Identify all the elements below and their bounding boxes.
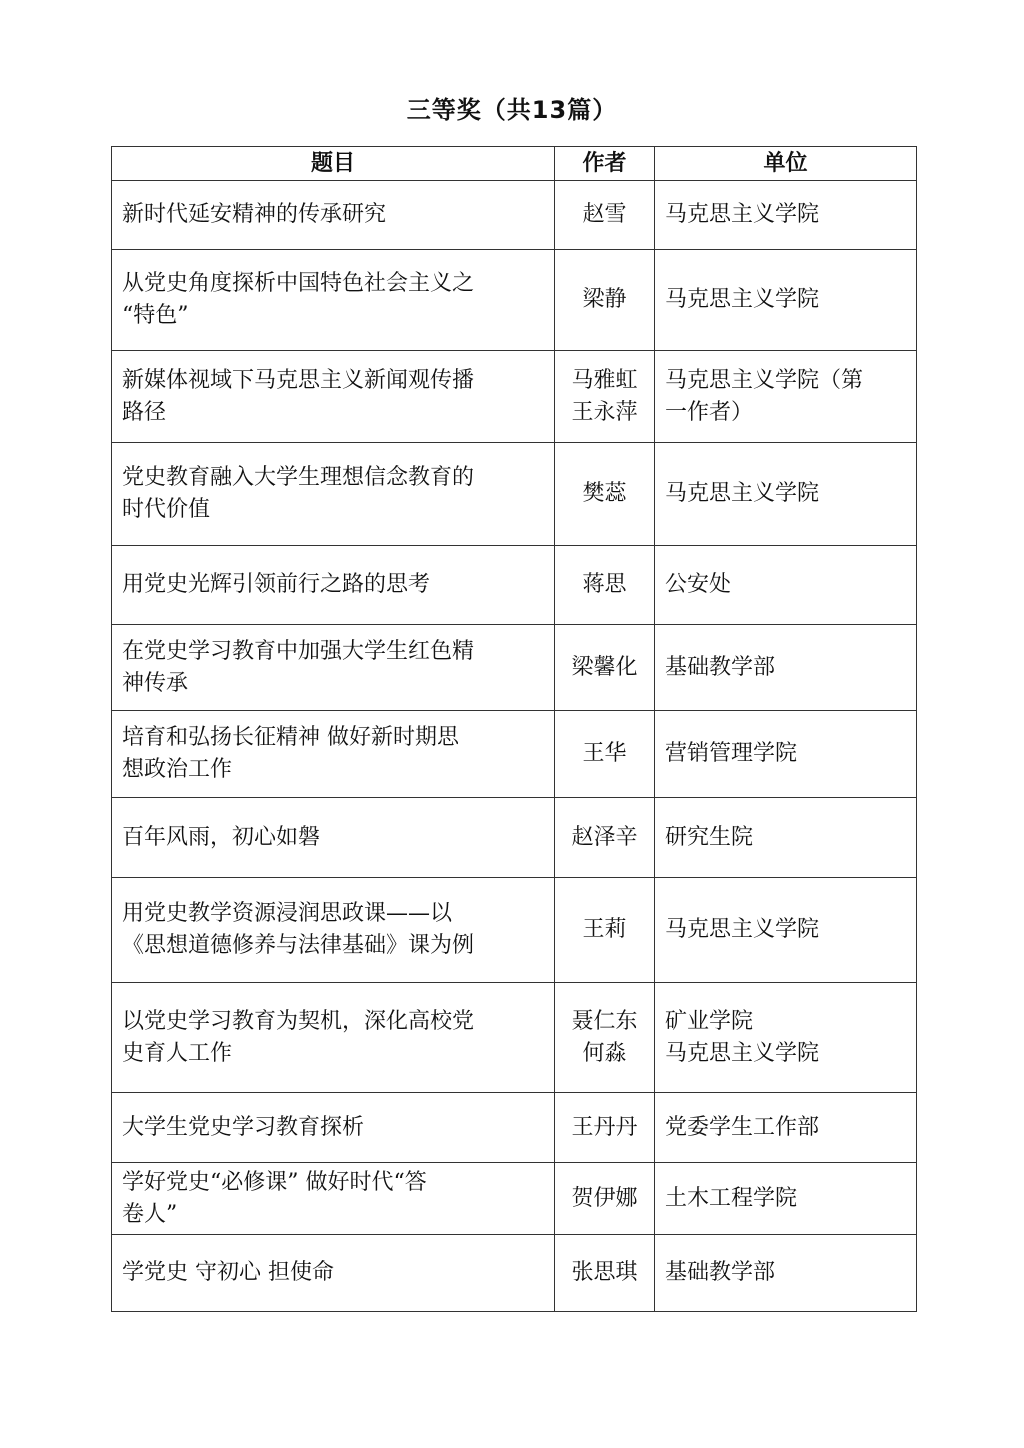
author-cell xyxy=(555,983,655,1093)
author-cell-line: 梁静 xyxy=(582,287,627,312)
author-cell-line: 贺伊娜 xyxy=(571,1185,638,1211)
unit-cell-line: 公安处 xyxy=(665,572,732,597)
title-cell xyxy=(112,1093,555,1163)
table-row xyxy=(112,625,917,711)
author-cell-line: 王莉 xyxy=(582,917,627,942)
unit-cell xyxy=(655,625,917,711)
unit-cell xyxy=(655,443,917,546)
unit-cell xyxy=(655,878,917,983)
unit-cell-line: 基础教学部 xyxy=(665,1260,776,1285)
unit-cell xyxy=(655,798,917,878)
header-author: 作者 xyxy=(555,147,655,181)
title-cell xyxy=(112,546,555,625)
title-cell xyxy=(112,1163,555,1235)
title-cell-line: 新时代延安精神的传承研究 xyxy=(122,202,387,227)
title-cell xyxy=(112,443,555,546)
author-cell-line: 赵泽辛 xyxy=(571,824,638,850)
author-cell-line: 马雅虹 xyxy=(571,367,638,393)
author-cell xyxy=(555,798,655,878)
title-cell xyxy=(112,1235,555,1312)
title-cell-line: 用党史教学资源浸润思政课——以 xyxy=(122,901,453,926)
title-cell xyxy=(112,983,555,1093)
title-cell-line: 卷人” xyxy=(122,1201,178,1227)
unit-cell-line: 基础教学部 xyxy=(665,654,776,680)
table-row xyxy=(112,798,917,878)
table-row xyxy=(112,878,917,983)
title-cell-line: 时代价值 xyxy=(122,497,211,522)
table-row xyxy=(112,1163,917,1235)
title-cell-line: 学好党史“必修课” 做好时代“答 xyxy=(122,1169,427,1195)
author-cell-line: 王华 xyxy=(582,741,627,766)
title-cell-line: 百年风雨，初心如磐 xyxy=(122,824,321,850)
title-cell-line: 从党史角度探析中国特色社会主义之 xyxy=(122,271,475,296)
unit-cell-line: 研究生院 xyxy=(665,824,754,850)
title-cell-line: 神传承 xyxy=(122,670,189,696)
unit-cell-line: 党委学生工作部 xyxy=(665,1114,820,1140)
unit-cell xyxy=(655,983,917,1093)
author-cell xyxy=(555,1235,655,1312)
author-cell xyxy=(555,351,655,443)
unit-cell xyxy=(655,181,917,250)
author-cell-line: 王永萍 xyxy=(571,399,638,425)
title-cell-line: 大学生党史学习教育探析 xyxy=(122,1114,365,1140)
title-cell-line: 史育人工作 xyxy=(122,1040,233,1066)
title-cell-line: 培育和弘扬长征精神 做好新时期思 xyxy=(122,725,459,750)
unit-cell xyxy=(655,1163,917,1235)
header-title: 题目 xyxy=(112,147,555,181)
title-cell xyxy=(112,181,555,250)
unit-cell-line: 马克思主义学院 xyxy=(665,481,820,506)
table-row xyxy=(112,443,917,546)
unit-cell-line: 马克思主义学院 xyxy=(665,287,820,312)
author-cell xyxy=(555,443,655,546)
unit-cell-line: 马克思主义学院 xyxy=(665,1040,820,1066)
unit-cell xyxy=(655,250,917,351)
author-cell-line: 王丹丹 xyxy=(571,1114,638,1140)
title-cell-line: 党史教育融入大学生理想信念教育的 xyxy=(122,465,475,490)
unit-cell-line: 营销管理学院 xyxy=(665,741,798,766)
unit-cell xyxy=(655,546,917,625)
table-row xyxy=(112,983,917,1093)
table-row xyxy=(112,250,917,351)
title-cell-line: 新媒体视域下马克思主义新闻观传播 xyxy=(122,367,475,393)
table-row xyxy=(112,711,917,798)
unit-cell xyxy=(655,351,917,443)
unit-cell xyxy=(655,1093,917,1163)
author-cell xyxy=(555,878,655,983)
title-cell-line: 用党史光辉引领前行之路的思考 xyxy=(122,572,431,597)
author-cell-line: 赵雪 xyxy=(582,202,627,227)
title-cell xyxy=(112,878,555,983)
award-table xyxy=(111,146,917,1312)
title-cell xyxy=(112,625,555,711)
unit-cell-line: 马克思主义学院（第 xyxy=(665,367,864,393)
author-cell-line: 蒋思 xyxy=(582,572,627,597)
header-unit: 单位 xyxy=(655,147,917,181)
title-cell xyxy=(112,250,555,351)
title-cell-line: 《思想道德修养与法律基础》课为例 xyxy=(122,933,475,958)
unit-cell xyxy=(655,1235,917,1312)
title-cell xyxy=(112,798,555,878)
table-row xyxy=(112,351,917,443)
author-cell xyxy=(555,625,655,711)
table-row xyxy=(112,1093,917,1163)
unit-cell-line: 马克思主义学院 xyxy=(665,202,820,227)
unit-cell-line: 马克思主义学院 xyxy=(665,917,820,942)
unit-cell-line: 一作者） xyxy=(665,399,754,425)
author-cell-line: 梁馨化 xyxy=(571,654,638,680)
title-cell-line: 以党史学习教育为契机，深化高校党 xyxy=(122,1008,475,1034)
title-cell-line: 路径 xyxy=(122,399,167,425)
table-row xyxy=(112,1235,917,1312)
table-row xyxy=(112,546,917,625)
title-cell-line: “特色” xyxy=(122,303,189,328)
unit-cell-line: 矿业学院 xyxy=(665,1008,754,1034)
author-cell-line: 樊蕊 xyxy=(582,481,627,506)
title-cell xyxy=(112,711,555,798)
unit-cell xyxy=(655,711,917,798)
author-cell xyxy=(555,546,655,625)
author-cell xyxy=(555,1093,655,1163)
author-cell-line: 聂仁东 xyxy=(571,1008,638,1034)
table-body xyxy=(112,181,917,1312)
author-cell xyxy=(555,250,655,351)
unit-cell-line: 土木工程学院 xyxy=(665,1185,798,1211)
title-cell-line: 学党史 守初心 担使命 xyxy=(122,1260,334,1285)
title-cell-line: 在党史学习教育中加强大学生红色精 xyxy=(122,638,475,664)
author-cell xyxy=(555,1163,655,1235)
author-cell xyxy=(555,181,655,250)
table-header-row xyxy=(112,147,917,181)
author-cell-line: 何淼 xyxy=(582,1040,627,1066)
author-cell xyxy=(555,711,655,798)
page-title: 三等奖（共13篇） xyxy=(406,96,618,124)
table-row xyxy=(112,181,917,250)
title-cell-line: 想政治工作 xyxy=(122,757,233,782)
title-cell xyxy=(112,351,555,443)
author-cell-line: 张思琪 xyxy=(571,1260,638,1285)
